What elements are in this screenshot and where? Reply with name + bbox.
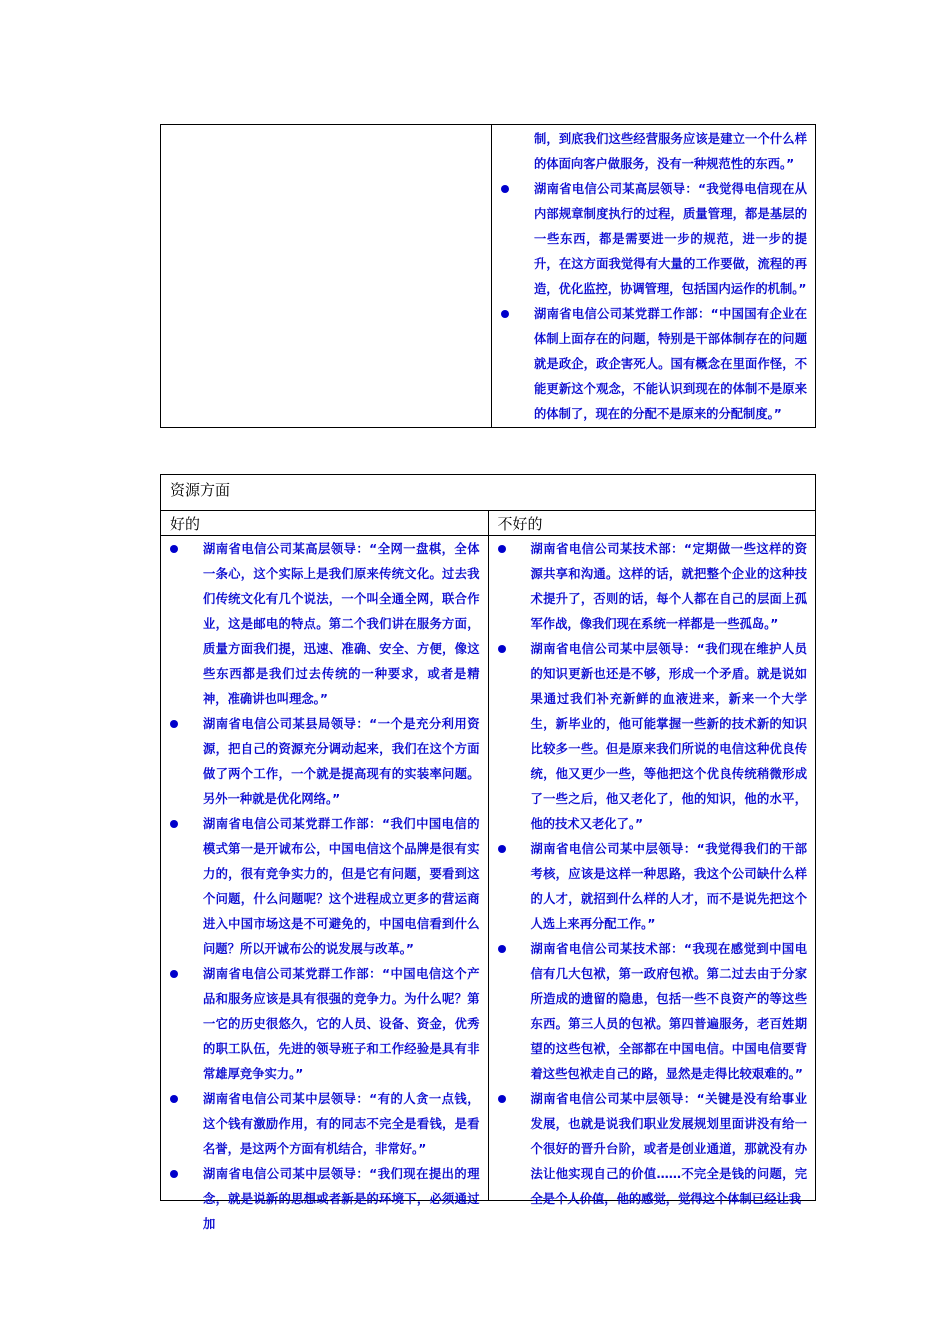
list-item — [492, 177, 807, 302]
section-heading: 资源方面 — [161, 475, 816, 511]
bullet-icon — [498, 645, 506, 653]
quote-text: 湖南省电信公司某技术部：“我现在感觉到中国电信有几大包袱，第一政府包袱。第二过去由于分家所造成的遗留的隐患，包括一些不良资产的等这些东西。第三人员的包袱。第四普遍服务，老百姓期望的这些包袱，全部都在中国电信。中国电信要背着这些包袱走自己的路，显然是走得比较艰难的。” — [530, 942, 807, 1081]
bullet-icon — [170, 970, 178, 978]
list-item — [161, 712, 480, 812]
quote-text: 湖南省电信公司某高层领导：“我觉得电信现在从内部规章制度执行的过程，质量管理，都是基层的一些东西，都是需要进一步的规范，进一步的提升，在这方面我觉得有大量的工作要做，流程的再造，优化监控，协调管理，包括国内运作的机制。” — [534, 182, 807, 296]
bullet-icon — [498, 945, 506, 953]
quote-text: 湖南省电信公司某党群工作部：“中国电信这个产品和服务应该是具有很强的竞争力。为什么呢？第一它的历史很悠久，它的人员、设备、资金，优秀的职工队伍，先进的领导班子和工作经验是具有非常雄厚竞争实力。” — [203, 967, 480, 1081]
quote-text: 湖南省电信公司某中层领导：“我们现在维护人员的知识更新也还是不够，形成一个矛盾。就是说如果通过我们补充新鲜的血液进来，新来一个大学生，新毕业的，他可能掌握一些新的技术新的知识比较多一些。但是原来我们所说的电信这种优良传统，他又更少一些，等他把这个优良传统稍微形成了一些之后，他又老化了，他的知识，他的水平，他的技术又老化了。” — [530, 642, 807, 831]
quote-text: 湖南省电信公司某高层领导：“全网一盘棋，全体一条心，这个实际上是我们原来传统文化。过去我们传统文化有几个说法，一个叫全通全网，联合作业，这是邮电的特点。第二个我们讲在服务方面，质量方面我们提，迅速、准确、安全、方便，像这些东西都是我们过去传统的一种要求，或者是精神，准确讲也叫理念。” — [203, 542, 480, 706]
good-quotes-cell — [161, 536, 489, 1231]
list-item — [492, 302, 807, 427]
bullet-icon — [498, 545, 506, 553]
list-item — [161, 1162, 480, 1237]
bullet-icon — [170, 1095, 178, 1103]
right-quotes-cell — [492, 125, 816, 428]
bullet-icon — [170, 820, 178, 828]
bullet-icon — [170, 1170, 178, 1178]
column-header-bad: 不好的 — [488, 511, 816, 536]
list-item — [492, 127, 807, 177]
bullet-icon — [498, 845, 506, 853]
list-item — [489, 1087, 808, 1212]
bullet-icon — [501, 310, 509, 318]
quote-text: 湖南省电信公司某党群工作部：“中国国有企业在体制上面存在的问题，特别是干部体制存在的问题就是政企，政企害死人。国有概念在里面作怪，不能更新这个观念，不能认识到现在的体制不是原来的体制了，现在的分配不是原来的分配制度。” — [534, 307, 807, 421]
quote-text: 湖南省电信公司某党群工作部：“我们中国电信的模式第一是开诚布公，中国电信这个品牌是很有实力的，很有竞争实力的，但是它有问题，要看到这个问题，什么问题呢？这个进程成立更多的营运商进入中国市场这是不可避免的，中国电信看到什么问题？所以开诚布公的说发展与改革。” — [203, 817, 480, 956]
quote-text: 湖南省电信公司某中层领导：“我们现在提出的理念，就是说新的思想或者新是的环境下，必须通过加 — [203, 1167, 480, 1231]
list-item — [489, 637, 808, 837]
continued-table — [160, 124, 816, 428]
list-item — [489, 837, 808, 937]
bullet-icon — [498, 1095, 506, 1103]
bullet-icon — [501, 185, 509, 193]
bad-quotes-cell — [488, 536, 816, 1206]
quote-text: 湖南省电信公司某中层领导：“关键是没有给事业发展，也就是说我们职业发展规划里面讲没有给一个很好的晋升台阶，或者是创业通道，那就没有办法让他实现自己的价值……不完全是钱的问题，完全是个人价值，他的感觉，觉得这个体制已经让我 — [530, 1092, 807, 1206]
column-header-good: 好的 — [161, 511, 489, 536]
list-item — [161, 537, 480, 712]
list-item — [489, 537, 808, 637]
quote-text: 湖南省电信公司某中层领导：“有的人贪一点钱，这个钱有激励作用，有的同志不完全是看钱，是看名誉，是这两个方面有机结合，非常好。” — [203, 1092, 480, 1156]
quote-text: 湖南省电信公司某技术部：“定期做一些这样的资源共享和沟通。这样的话，就把整个企业的这种技术提升了，否则的话，每个人都在自己的层面上孤军作战，像我们现在系统一样都是一些孤岛。” — [530, 542, 807, 631]
bullet-icon — [170, 545, 178, 553]
list-item — [161, 812, 480, 962]
list-item — [161, 962, 480, 1087]
resources-table — [160, 474, 816, 1231]
empty-left-cell — [161, 125, 492, 428]
quote-text: 湖南省电信公司某中层领导：“我觉得我们的干部考核，应该是这样一种思路，我这个公司缺什么样的人才，就招到什么样的人才，而不是说先把这个人选上来再分配工作。” — [530, 842, 807, 931]
list-item — [489, 937, 808, 1087]
bullet-icon — [170, 720, 178, 728]
quote-text: 制，到底我们这些经营服务应该是建立一个什么样的体面向客户做服务，没有一种规范性的东西。” — [534, 132, 807, 171]
list-item — [161, 1087, 480, 1162]
quote-text: 湖南省电信公司某县局领导：“一个是充分利用资源，把自己的资源充分调动起来，我们在这个方面做了两个工作，一个就是提高现有的实装率问题。另外一种就是优化网络。” — [203, 717, 480, 806]
